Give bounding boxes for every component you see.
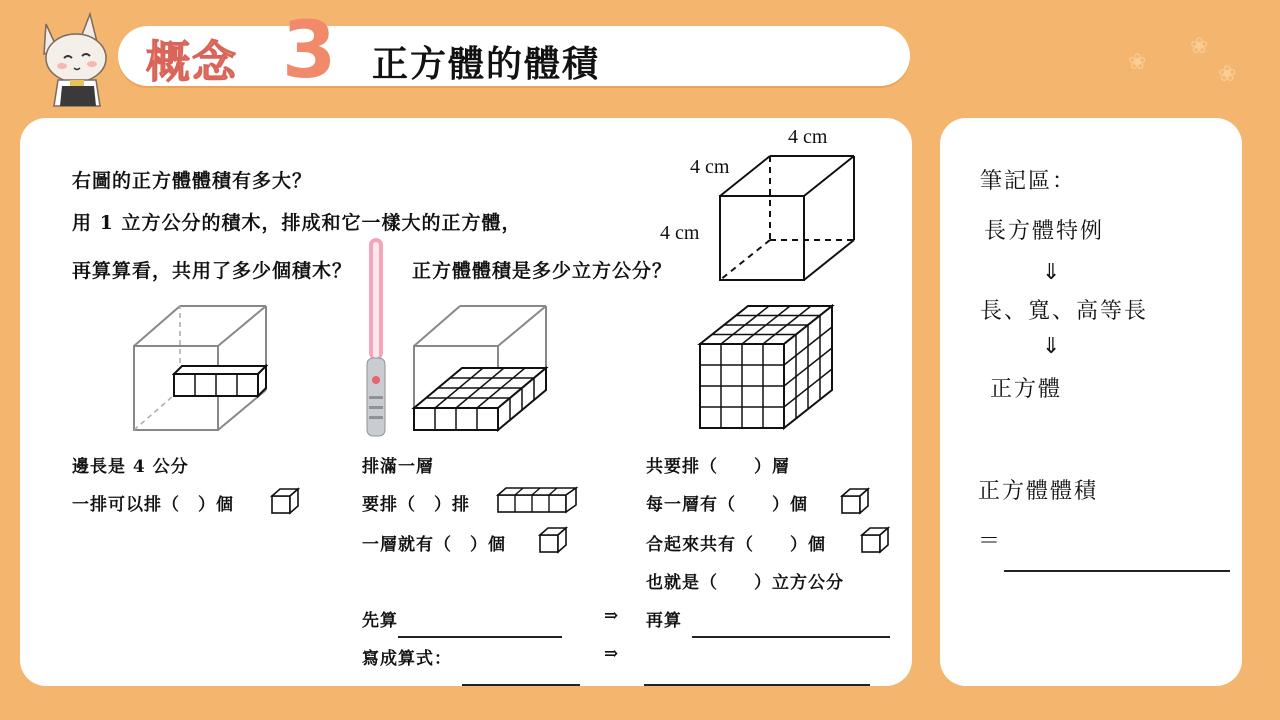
first-calc-answer-line[interactable]	[398, 636, 562, 638]
step3-line-3: 合起來共有（ ）個	[646, 535, 826, 555]
row-of-cubes-icon	[496, 486, 578, 514]
notes-item-equal-sides: 長、寬、高等長	[980, 299, 1149, 324]
dimension-top-label: 4 cm	[788, 126, 828, 148]
step2-line-3: 一層就有（ ）個	[362, 535, 506, 555]
arrow-icon: ⇒	[604, 644, 620, 664]
dimension-side-label: 4 cm	[690, 156, 730, 178]
one-layer-diagram	[410, 302, 552, 432]
step2-line-2: 要排（ ）排	[362, 495, 470, 515]
down-arrow-icon: ⇓	[1042, 334, 1063, 359]
notes-item-cube: 正方體	[990, 377, 1063, 402]
formula-answer-line[interactable]	[462, 684, 580, 686]
first-calc-label: 先算	[362, 611, 398, 631]
paw-decoration-icon: ❀	[1218, 62, 1237, 87]
step1-line-2: 一排可以排（ ）個	[72, 495, 234, 515]
then-calc-label: 再算	[646, 611, 682, 631]
paw-decoration-icon: ❀	[1128, 50, 1147, 75]
step1-line-1: 邊長是 4 公分	[72, 457, 189, 477]
dimension-height-label: 4 cm	[660, 222, 700, 244]
one-row-diagram	[130, 302, 272, 432]
unit-cube-icon	[840, 487, 870, 515]
lightsaber-pointer-icon	[362, 236, 390, 438]
question-line-3b: 正方體體積是多少立方公分？	[412, 260, 673, 282]
formula-result-line[interactable]	[644, 684, 870, 686]
step3-line-1: 共要排（ ）層	[646, 457, 790, 477]
down-arrow-icon: ⇓	[1042, 260, 1063, 285]
cube-volume-answer-line[interactable]	[1004, 570, 1230, 572]
cat-mascot-icon	[36, 10, 122, 108]
concept-number: 3	[282, 6, 337, 96]
step2-line-1: 排滿一層	[362, 457, 434, 477]
step3-line-4: 也就是（ ）立方公分	[646, 573, 844, 593]
formula-label: 寫成算式：	[362, 649, 452, 669]
notes-item-cuboid-special-case: 長方體特例	[984, 219, 1105, 244]
arrow-icon: ⇒	[604, 606, 620, 626]
then-calc-answer-line[interactable]	[692, 636, 890, 638]
concept-label: 概念	[146, 37, 238, 88]
notes-heading: 筆記區：	[980, 169, 1077, 194]
cube-volume-label: 正方體體積	[978, 479, 1099, 504]
question-line-3: 再算算看，共用了多少個積木？	[72, 260, 353, 282]
question-line-2: 用 1 立方公分的積木，排成和它一樣大的正方體，	[72, 212, 522, 234]
step3-line-2: 每一層有（ ）個	[646, 495, 808, 515]
full-cube-diagram	[696, 302, 838, 432]
unit-cube-icon	[538, 526, 568, 554]
notes-panel	[940, 118, 1242, 686]
unit-cube-icon	[860, 526, 890, 554]
unit-cube-icon	[270, 487, 300, 515]
equals-sign: ＝	[978, 529, 1003, 554]
paw-decoration-icon: ❀	[1190, 34, 1209, 59]
question-line-1: 右圖的正方體體積有多大？	[72, 170, 313, 192]
page-title: 正方體的體積	[372, 44, 601, 85]
